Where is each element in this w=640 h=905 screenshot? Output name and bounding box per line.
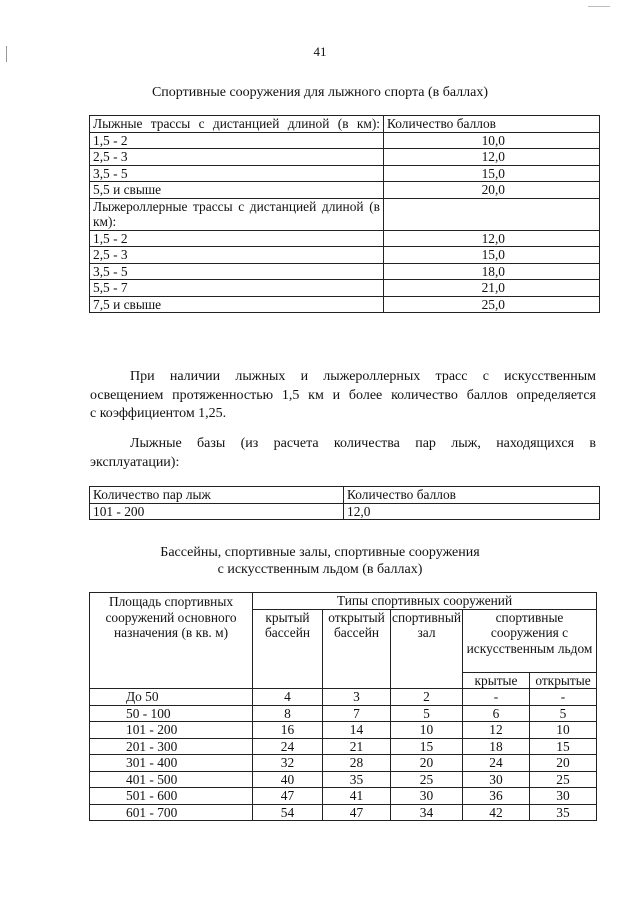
table-header-row <box>90 487 600 504</box>
paragraph-line: При наличии лыжных и лыжероллерных трасс с искусственным <box>130 369 596 384</box>
cell-distance: 1,5 - 2 <box>90 132 384 149</box>
cell-hall: 2 <box>391 689 463 706</box>
cell-area: 401 - 500 <box>90 771 253 788</box>
table-row <box>90 788 597 805</box>
table-row <box>90 722 597 739</box>
header-open-pool: открытый бассейн <box>323 609 391 689</box>
table-row <box>90 689 597 706</box>
header-hall: спортивный зал <box>391 609 463 689</box>
cell-covered-pool: 47 <box>253 788 323 805</box>
ski-table-title: Спортивные сооружения для лыжного спорта (в баллах) <box>151 85 489 100</box>
cell-area: 50 - 100 <box>90 705 253 722</box>
cell-ice-covered: 30 <box>463 771 530 788</box>
pools-title-line: с искусственным льдом (в баллах) <box>217 562 423 577</box>
pools-title-line: Бассейны, спортивные залы, спортивные сооружения <box>160 545 480 560</box>
cell-open-pool: 28 <box>323 755 391 772</box>
table-row <box>90 296 600 313</box>
cell-covered-pool: 54 <box>253 804 323 821</box>
cell-ice-open: 20 <box>530 755 597 772</box>
cell-area: 101 - 200 <box>90 722 253 739</box>
cell-points: 18,0 <box>384 263 600 280</box>
cell-area: 201 - 300 <box>90 738 253 755</box>
cell-points: 21,0 <box>384 280 600 297</box>
cell-covered-pool: 4 <box>253 689 323 706</box>
table-row <box>90 182 600 199</box>
cell-ice-open: 5 <box>530 705 597 722</box>
table-row <box>90 263 600 280</box>
cell-points: 15,0 <box>384 165 600 182</box>
header-types: Типы спортивных сооружений <box>253 593 597 610</box>
pools-table-title <box>0 544 640 578</box>
cell-covered-pool: 32 <box>253 755 323 772</box>
cell-open-pool: 41 <box>323 788 391 805</box>
cell-area: 301 - 400 <box>90 755 253 772</box>
cell-area: 601 - 700 <box>90 804 253 821</box>
table-row <box>90 771 597 788</box>
cell-ice-covered: 24 <box>463 755 530 772</box>
cell-distance: 7,5 и свыше <box>90 296 384 313</box>
cell-hall: 25 <box>391 771 463 788</box>
cell-ice-covered: 12 <box>463 722 530 739</box>
page-number: 41 <box>313 44 327 59</box>
cell-ice-covered: 36 <box>463 788 530 805</box>
cell-points: 15,0 <box>384 247 600 264</box>
cell-hall: 10 <box>391 722 463 739</box>
cell-covered-pool: 40 <box>253 771 323 788</box>
cell-hall: 30 <box>391 788 463 805</box>
header-ice-open: открытые <box>530 672 597 689</box>
header-area: Площадь спортивных сооружений основного назначения (в кв. м) <box>90 593 253 689</box>
table-row <box>90 280 600 297</box>
cell-covered-pool: 8 <box>253 705 323 722</box>
cell-covered-pool: 16 <box>253 722 323 739</box>
table-row <box>90 503 600 520</box>
table-row <box>90 132 600 149</box>
header-points: Количество баллов <box>384 116 600 133</box>
cell-open-pool: 35 <box>323 771 391 788</box>
table-row <box>90 149 600 166</box>
cell-ice-covered: 18 <box>463 738 530 755</box>
paragraph-line: с коэффициентом 1,25. <box>90 406 227 421</box>
paragraph-line: Лыжные базы (из расчета количества пар лыж, находящихся в <box>130 436 596 451</box>
cell-ice-open: 25 <box>530 771 597 788</box>
cell-ice-open: - <box>530 689 597 706</box>
cell-ice-covered: 6 <box>463 705 530 722</box>
cell-points: 20,0 <box>384 182 600 199</box>
header-ice: спортивные сооружения с искусственным льдом <box>463 609 597 672</box>
header-distance: Лыжные трассы с дистанцией длиной (в км): <box>90 116 384 133</box>
empty-cell <box>384 198 600 230</box>
header-pairs: Количество пар лыж <box>90 487 344 504</box>
table-row <box>90 230 600 247</box>
cell-distance: 5,5 и свыше <box>90 182 384 199</box>
cell-open-pool: 3 <box>323 689 391 706</box>
table-row <box>90 738 597 755</box>
cell-pairs: 101 - 200 <box>90 503 344 520</box>
table-header-row <box>90 593 597 610</box>
header-points: Количество баллов <box>344 487 600 504</box>
pools-table <box>89 592 597 821</box>
cell-distance: 3,5 - 5 <box>90 263 384 280</box>
cell-hall: 34 <box>391 804 463 821</box>
table-header-row <box>90 116 600 133</box>
cell-ice-open: 35 <box>530 804 597 821</box>
table-row <box>90 705 597 722</box>
cell-ice-open: 30 <box>530 788 597 805</box>
cell-points: 25,0 <box>384 296 600 313</box>
table-row <box>90 247 600 264</box>
header-covered-pool: крытый бассейн <box>253 609 323 689</box>
cell-open-pool: 21 <box>323 738 391 755</box>
table-subheader-row <box>90 198 600 230</box>
table-row <box>90 165 600 182</box>
cell-area: 501 - 600 <box>90 788 253 805</box>
paragraph-line: эксплуатации): <box>90 454 180 470</box>
cell-ice-covered: 42 <box>463 804 530 821</box>
paragraph-line: освещением протяженностью 1,5 км и более количество баллов определяется <box>90 387 596 403</box>
cell-open-pool: 14 <box>323 722 391 739</box>
cell-points: 12,0 <box>384 230 600 247</box>
cell-points: 12,0 <box>384 149 600 166</box>
cell-open-pool: 7 <box>323 705 391 722</box>
cell-hall: 15 <box>391 738 463 755</box>
ski-tracks-table <box>89 115 600 313</box>
cell-distance: 2,5 - 3 <box>90 149 384 166</box>
table-row <box>90 804 597 821</box>
cell-distance: 5,5 - 7 <box>90 280 384 297</box>
cell-ice-covered: - <box>463 689 530 706</box>
roller-header: Лыжероллерные трассы с дистанцией длиной (в км): <box>90 198 384 230</box>
cell-ice-open: 10 <box>530 722 597 739</box>
cell-hall: 5 <box>391 705 463 722</box>
cell-hall: 20 <box>391 755 463 772</box>
cell-area: До 50 <box>90 689 253 706</box>
cell-covered-pool: 24 <box>253 738 323 755</box>
ski-bases-table <box>89 486 600 520</box>
cell-ice-open: 15 <box>530 738 597 755</box>
cell-open-pool: 47 <box>323 804 391 821</box>
paragraph-bases <box>90 435 596 472</box>
paragraph-lighting <box>90 368 596 424</box>
cell-distance: 2,5 - 3 <box>90 247 384 264</box>
cell-distance: 1,5 - 2 <box>90 230 384 247</box>
cell-points: 12,0 <box>344 503 600 520</box>
header-ice-covered: крытые <box>463 672 530 689</box>
cell-distance: 3,5 - 5 <box>90 165 384 182</box>
table-row <box>90 755 597 772</box>
cell-points: 10,0 <box>384 132 600 149</box>
scan-corner-mark <box>588 6 610 7</box>
